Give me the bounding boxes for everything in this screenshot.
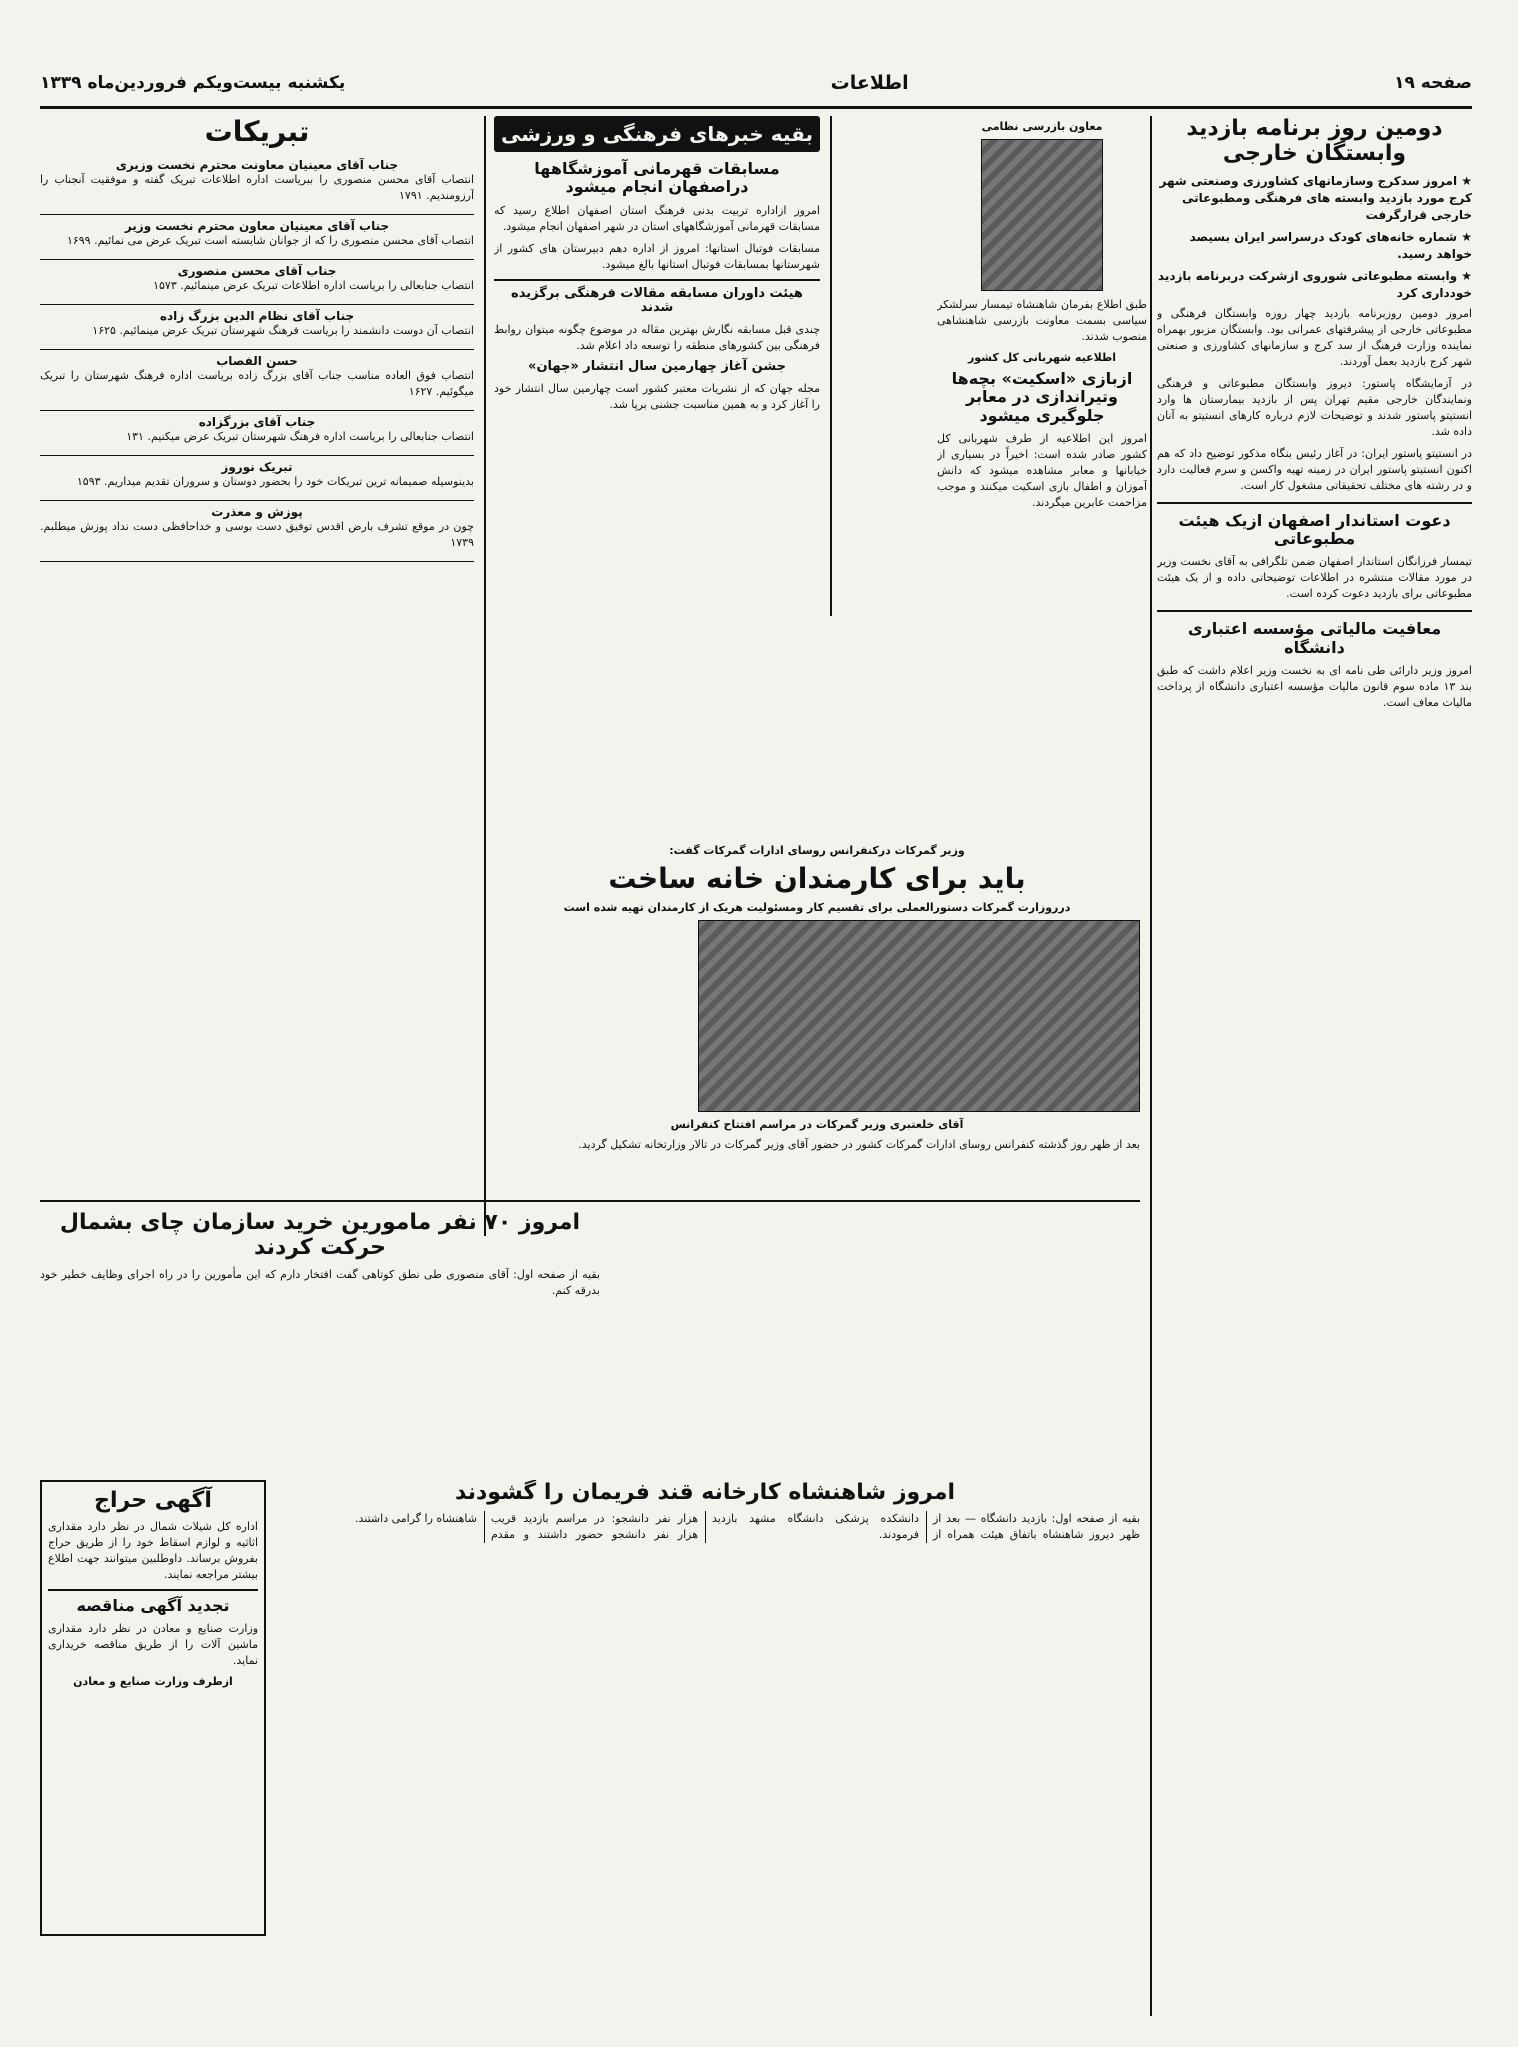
culture-headline: مسابقات قهرمانی آموزشگاهها دراصفهان انجام میشود xyxy=(534,159,780,197)
tea-headline: امروز ۷۰ نفر مامورین خرید سازمان چای بشمال حرکت کردند xyxy=(59,1210,581,1261)
customs-kicker: وزیر گمرکات درکنفرانس روسای ادارات گمرکات گفت: xyxy=(669,844,965,857)
factory-section xyxy=(270,1480,1140,1950)
auction-ad xyxy=(40,1480,266,1936)
auction-title: آگهی حراج xyxy=(94,1488,212,1513)
section-rule xyxy=(1157,502,1472,504)
tax-headline: معافیت مالیاتی مؤسسه اعتباری دانشگاه xyxy=(1187,619,1442,657)
congrats-item: حسن الفصاب انتصاب فوق العاده مناسب جناب آقای بزرگ زاده بریاست اداره فرهنگ شهرستان را تبریک میگوئیم. ۱۶۲۷ xyxy=(40,350,474,411)
tax-body: امروز وزیر دارائی طی نامه ای به نخست وزیر اعلام داشت که طبق بند ۱۳ ماده سوم قانون مالیات مؤسسه اعتباری دانشگاه از پرداخت مالیات معاف است. xyxy=(1157,664,1472,709)
culture-banner: بقیه خبرهای فرهنگی و ورزشی xyxy=(494,116,820,152)
photo-text: طبق اطلاع بفرمان شاهنشاه تیمسار سرلشکر سیاسی بسمت معاونت بازرسی شاهنشاهی منصوب شدند. xyxy=(937,298,1147,343)
conference-photo xyxy=(698,920,1140,1112)
column-rule xyxy=(830,116,832,616)
section-rule xyxy=(494,279,820,281)
section-rule xyxy=(1157,610,1472,612)
congrats-item: پوزش و معذرت چون در موقع تشرف بارض اقدس توفیق دست بوسی و خداحافظی دست نداد پوزش میطلبم. ۱۷۳۹ xyxy=(40,501,474,562)
masthead xyxy=(40,60,1472,109)
visit-bullet: ★ شماره خانه‌های کودک درسراسر ایران بسیصد خواهد رسید. xyxy=(1189,229,1472,262)
congrats-item: جناب آقای معینیان معاونت محترم نخست وزیری انتصاب آقای محسن منصوری را ببریاست اداره اطلاعات تبریک گفته و موفقیت آنجناب را آرزومندیم. ۱۷۹۱ xyxy=(40,154,474,215)
isfahan-headline: دعوت استاندار اصفهان ازیک هیئت مطبوعاتی xyxy=(1178,510,1451,549)
tender-body: وزارت صنایع و معادن در نظر دارد مقداری ماشین آلات را از طریق مناقصه خریداری نماید. xyxy=(48,1622,258,1668)
column-rule xyxy=(484,116,486,1236)
congrats-item: جناب آقای محسن منصوری انتصاب جنابعالی را بریاست اداره اطلاعات تبریک عرض مینمائیم. ۱۵۷۳ xyxy=(40,260,474,305)
tea-section xyxy=(40,1210,600,1460)
anniv-body: مجله جهان که از نشریات معتبر کشور است چهارمین سال انتشار خود را آغاز کرد و به همین مناسبت جشنی برپا شد. xyxy=(494,382,820,412)
photo-caption: معاون بازرسی نظامی xyxy=(981,120,1103,133)
congrats-headline: تبریکات xyxy=(204,116,310,148)
visit-bullet: ★ امروز سدکرج وسازمانهای کشاورزی وصنعتی شهر کرج مورد بازدید وابسته های فرهنگی ومطبوعاتی خارجی قرارگرفت xyxy=(1159,173,1472,223)
portrait-photo xyxy=(981,139,1103,291)
congrats-item: جناب آقای معینیان معاون محترم نخست وزیر انتصاب آقای محسن منصوری را که از جوانان شایسته است تبریک عرض می نمائیم. ۱۶۹۹ xyxy=(40,215,474,260)
tea-body: بقیه از صفحه اول: آقای منصوری طی نطق کوتاهی گفت افتخار دارم که این مأمورین را در راه اجرای وظایف خطیر خود بدرقه کنم. xyxy=(40,1267,600,1297)
visit-body: امروز دومین روزبرنامه بازدید چهار روزه وابستگان فرهنگی و مطبوعاتی خارجی از پیشرفتهای عمرانی بود. وابستگان مزبور بهمراه نماینده وزارت فرهنگ از سد کرج و سازمانهای کشاورزی و صنعتی شهر کرج بازدید بعمل آوردند. xyxy=(1157,307,1472,369)
visit-headline: دومین روز برنامه بازدید وابستگان خارجی xyxy=(1186,116,1443,167)
issue-date: یکشنبه بیست‌ویکم فروردین‌ماه ۱۳۳۹ xyxy=(40,73,346,93)
notice-body: امروز این اطلاعیه از طرف شهربانی کل کشور صادر شده است: اخیراً در بسیاری از خیابانها و معابر مشاهده میشود که دانش آموزان و اطفال بازی اسکیت میکنند و موجب مزاحمت عابرین میگردند. xyxy=(937,431,1147,509)
customs-section xyxy=(494,840,1140,1200)
tender-sign: ازطرف وزارت صنایع و معادن xyxy=(73,1675,233,1689)
culture-body: مسابقات فوتبال استانها: امروز از اداره دهم دبیرستان های کشور از شهرستانها بمسابقات فوتبال استانها بالغ میشود. xyxy=(494,241,820,271)
conference-caption: آقای خلعتبری وزیر گمرکات در مراسم افتتاح کنفرانس xyxy=(670,1118,964,1132)
newspaper-page xyxy=(40,60,1472,2020)
section-rule xyxy=(40,1200,1140,1202)
congrats-item: جناب آقای بزرگزاده انتصاب جنابعالی را بریاست اداره فرهنگ شهرستان تبریک عرض میکنیم. ۱۳۱ xyxy=(40,411,474,456)
section-rule xyxy=(48,1589,258,1591)
jury-headline: هیئت داوران مسابقه مقالات فرهنگی برگزیده شدند xyxy=(511,285,803,316)
customs-headline: باید برای کارمندان خانه ساخت xyxy=(608,862,1026,895)
factory-body: بقیه از صفحه اول: بازدید دانشگاه — بعد از ظهر دیروز شاهنشاه باتفاق هیئت همراه از دانشکده پزشکی دانشگاه مشهد بازدید فرمودند. xyxy=(712,1512,1140,1542)
notice-headline: ازبازی «اسکیت» بچه‌ها وتیراندازی در معابر جلوگیری میشود xyxy=(951,368,1133,425)
customs-body: بعد از ظهر روز گذشته کنفرانس روسای ادارات گمرکات کشور در حضور آقای وزیر گمرکات در تالار وزارتخانه تشکیل گردید. xyxy=(578,1138,1140,1152)
column-rule xyxy=(1150,116,1152,2016)
jury-body: چندی قبل مسابقه نگارش بهترین مقاله در موضوع چگونه میتوان روابط فرهنگی بین کشورهای منطقه را توسعه داد اعلام شد. xyxy=(494,323,820,353)
isfahan-body: تیمسار فرزانگان استاندار اصفهان ضمن تلگرافی به آقای نخست وزیر در مورد مقالات منتشره در اطلاعات توضیحاتی داده و از یک هیئت مطبوعاتی برای بازدید دعوت کرده است. xyxy=(1157,555,1472,601)
visit-bullet: ★ وابسته مطبوعاتی شوروی ازشرکت دربرنامه بازدید خودداری کرد xyxy=(1157,268,1472,300)
factory-body: هزار نفر دانشجو: در مراسم بازدید قریب هزار نفر دانشجو حضور داشتند و مقدم شاهنشاه را گرامی داشتند. xyxy=(355,1512,698,1542)
factory-columns xyxy=(270,1511,1140,1543)
paper-name: اطلاعات xyxy=(830,72,909,94)
congrats-column xyxy=(40,116,474,1196)
visit-body: در انستیتو پاستور ایران: در آغاز رئیس بنگاه مذکور توضیح داد که هم اکنون انستیتو پاستور ایران در زمینه تهیه واکسن و سرم فعالیت دارد و در رشته های مختلف تحقیقاتی مشغول کار است. xyxy=(1157,446,1472,492)
culture-body: امروز ازاداره تربیت بدنی فرهنگ استان اصفهان اطلاع رسید که مسابقات قهرمانی آموزشگاههای استان در شهر اصفهان انجام میشود. xyxy=(494,203,820,233)
congrats-item: جناب آقای نظام الدین بزرگ زاده انتصاب آن دوست دانشمند را بریاست فرهنگ شهرستان تبریک عرض مینمائیم. ۱۶۲۵ xyxy=(40,305,474,350)
anniv-headline: جشن آغاز چهارمین سال انتشار «جهان» xyxy=(528,359,786,375)
right-column xyxy=(1157,116,1472,2006)
tender-title: تجدید آگهی مناقصه xyxy=(76,1596,230,1616)
congrats-item: تبریک نوروز بدینوسیله صمیمانه ترین تبریکات خود را بحضور دوستان و سروران تقدیم میداریم. ۱۵۹۳ xyxy=(40,456,474,501)
auction-body: اداره کل شیلات شمال در نظر دارد مقداری اثاثیه و لوازم اسقاط خود را از طریق حراج بفروش برساند. داوطلبین میتوانند جهت اطلاع بیشتر مراجعه نمایند. xyxy=(48,1520,258,1582)
notice-title: اطلاعیه شهربانی کل کشور xyxy=(967,350,1117,364)
customs-sub: درروزارت گمرکات دستورالعملی برای تقسیم کار ومسئولیت هریک از کارمندان تهیه شده است xyxy=(563,901,1071,915)
page-label: صفحه ۱۹ xyxy=(1394,73,1472,93)
factory-headline: امروز شاهنشاه کارخانه قند فریمان را گشودند xyxy=(454,1480,956,1505)
visit-body: در آزمایشگاه پاستور: دیروز وابستگان مطبوعاتی و فرهنگی ونمایندگان خارجی مقیم تهران پس از بازدید بیمارستان ها وارد انستیتو پاستور شدند و توضیحات لازم درباره کارهای انستیتو به آنان داده شد. xyxy=(1157,377,1472,438)
inspection-column xyxy=(937,116,1147,556)
